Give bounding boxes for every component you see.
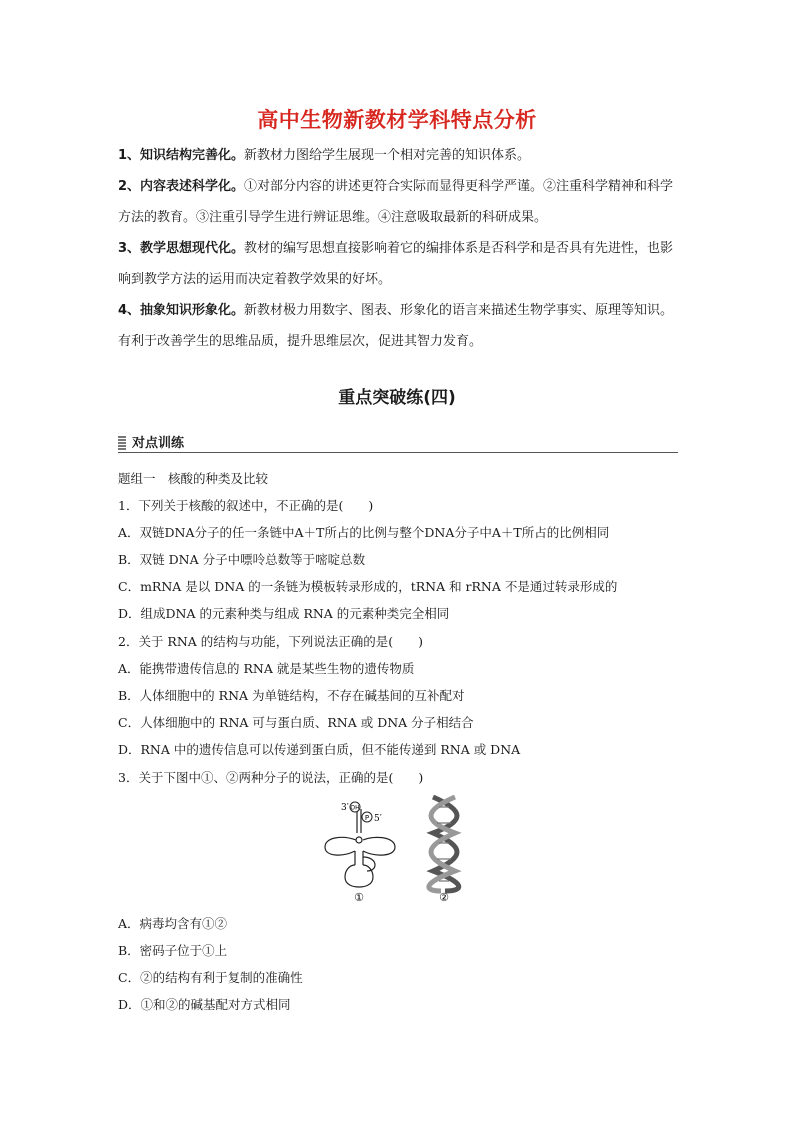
q3-option-c: C．②的结构有利于复制的准确性 <box>118 970 303 985</box>
point-1-text: 新教材力图给学生展现一个相对完善的知识体系。 <box>244 148 531 163</box>
point-2 <box>118 171 678 233</box>
q3-stem: 3．关于下图中①、②两种分子的说法，正确的是( ) <box>118 770 424 785</box>
point-1-label: 1、知识结构完善化。 <box>118 148 245 163</box>
trna-3end-label: 3′ <box>341 803 349 813</box>
point-4 <box>118 295 678 357</box>
point-3-label: 3、教学思想现代化。 <box>118 241 245 256</box>
q1-stem: 1．下列关于核酸的叙述中，不正确的是( ) <box>118 498 374 513</box>
q2-option-d: D．RNA 中的遗传信息可以传递到蛋白质，但不能传递到 RNA 或 DNA <box>118 742 521 757</box>
section-marker-icon <box>118 436 126 450</box>
section-label: 对点训练 <box>132 436 185 451</box>
q2-stem: 2．关于 RNA 的结构与功能，下列说法正确的是( ) <box>118 634 424 649</box>
dna-helix-diagram <box>429 797 459 891</box>
point-4-label: 4、抽象知识形象化。 <box>118 303 245 318</box>
q1-option-c: C．mRNA 是以 DNA 的一条链为模板转录形成的，tRNA 和 rRNA 不是通过转录形成的 <box>118 579 618 594</box>
q1-option-d: D．组成DNA 的元素种类与组成 RNA 的元素种类完全相同 <box>118 606 450 621</box>
trna-p-label: P <box>364 814 370 822</box>
q2-option-a: A．能携带遗传信息的 RNA 就是某些生物的遗传物质 <box>118 661 415 676</box>
q3-option-d: D．①和②的碱基配对方式相同 <box>118 997 291 1012</box>
figure-caption-2: ② <box>439 891 449 904</box>
q2-option-c: C．人体细胞中的 RNA 可与蛋白质、RNA 或 DNA 分子相结合 <box>118 715 474 730</box>
trna-dna-figure <box>315 795 485 905</box>
q1-option-b: B．双链 DNA 分子中嘌呤总数等于嘧啶总数 <box>118 552 366 567</box>
section-title: 重点突破练(四) <box>338 388 456 408</box>
point-4-text: 新教材极力用数字、图表、形象化的语言来描述生物学事实、原理等知识。有利于改善学生的思维品质，提升思维层次，促进其智力发育。 <box>118 303 674 349</box>
point-2-text: ①对部分内容的讲述更符合实际而显得更科学严谨。②注重科学精神和科学方法的教育。③注重引导学生进行辨证思维。④注意吸取最新的科研成果。 <box>118 179 674 225</box>
figure-caption-1: ① <box>354 891 364 904</box>
point-3-text: 教材的编写思想直接影响着它的编排体系是否科学和是否具有先进性，也影响到教学方法的运用而决定着教学效果的好坏。 <box>118 241 674 287</box>
point-3 <box>118 233 678 295</box>
trna-5end-label: 5′ <box>374 814 382 824</box>
page-title: 高中生物新教材学科特点分析 <box>257 108 537 132</box>
q3-option-a: A．病毒均含有①② <box>118 916 228 931</box>
q2-option-b: B．人体细胞中的 RNA 为单链结构，不存在碱基间的互补配对 <box>118 688 465 703</box>
point-2-label: 2、内容表述科学化。 <box>118 179 245 194</box>
q3-option-b: B．密码子位于①上 <box>118 943 228 958</box>
point-1 <box>118 140 678 171</box>
section-header <box>118 432 678 453</box>
trna-oh-label: OH <box>350 804 360 812</box>
q1-option-a: A．双链DNA分子的任一条链中A＋T所占的比例与整个DNA分子中A＋T所占的比例相同 <box>118 525 610 540</box>
question-group-title: 题组一 核酸的种类及比较 <box>118 471 269 486</box>
trna-diagram <box>325 809 395 887</box>
